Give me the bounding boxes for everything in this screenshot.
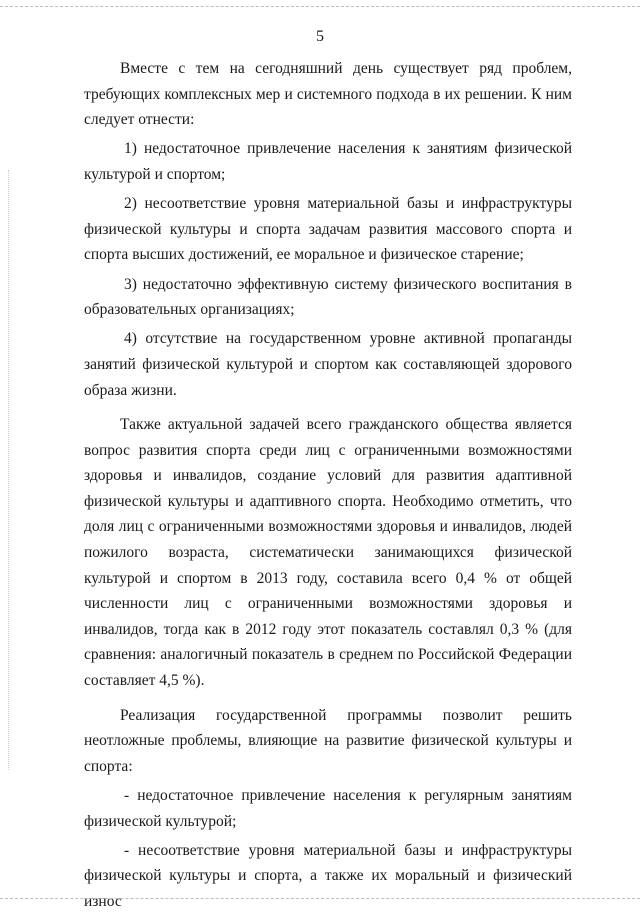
list-item-2: 2) несоответствие уровня материальной базы и инфраструктуры физической культуры и спорта задачам развития массового спорта и спорта высших достижений, ее моральное и физическое старение; <box>84 195 572 264</box>
scan-top-edge <box>0 6 640 7</box>
document-body <box>84 56 572 915</box>
paragraph-adaptive-sport: Также актуальной задачей всего гражданского общества является вопрос развития спорта среди лиц с ограниченными возможностями здоровья и инвалидов, создание условий для развития адаптивной физической культуры и адаптивного спорта. Необходимо отметить, что доля лиц с ограниченными возможностями здоровья и инвалидов, людей пожилого возраста, систематически занимающихся физической культурой и спортом в 2013 году, составила всего 0,4 % от общей численности лиц с ограниченными возможностями здоровья и инвалидов, тогда как в 2012 году этот показатель составлял 0,3 % (для сравнения: аналогичный показатель в среднем по Российской Федерации составляет 4,5 %). <box>84 416 572 690</box>
dash-item-2: - несоответствие уровня материальной базы и инфраструктуры физической культуры и спорта, а также их моральный и физический износ <box>84 841 572 910</box>
list-item-3: 3) недостаточно эффективную систему физического воспитания в образовательных организациях; <box>84 275 572 319</box>
list-item-4: 4) отсутствие на государственном уровне активной пропаганды занятий физической культурой и спортом как составляющей здорового образа жизни. <box>84 330 572 399</box>
paragraph-intro: Вместе с тем на сегодняшний день существует ряд проблем, требующих комплексных мер и системного подхода в их решении. К ним следует отнести: <box>84 60 572 129</box>
scan-bottom-edge <box>0 898 640 899</box>
page-number: 5 <box>316 28 324 45</box>
scan-left-binding-marks <box>8 170 9 770</box>
dash-item-1: - недостаточное привлечение населения к регулярным занятиям физической культурой; <box>84 787 572 830</box>
paragraph-program-realization: Реализация государственной программы позволит решить неотложные проблемы, влияющие на развитие физической культуры и спорта: <box>84 706 572 775</box>
list-item-1: 1) недостаточное привлечение населения к занятиям физической культурой и спортом; <box>84 140 572 183</box>
